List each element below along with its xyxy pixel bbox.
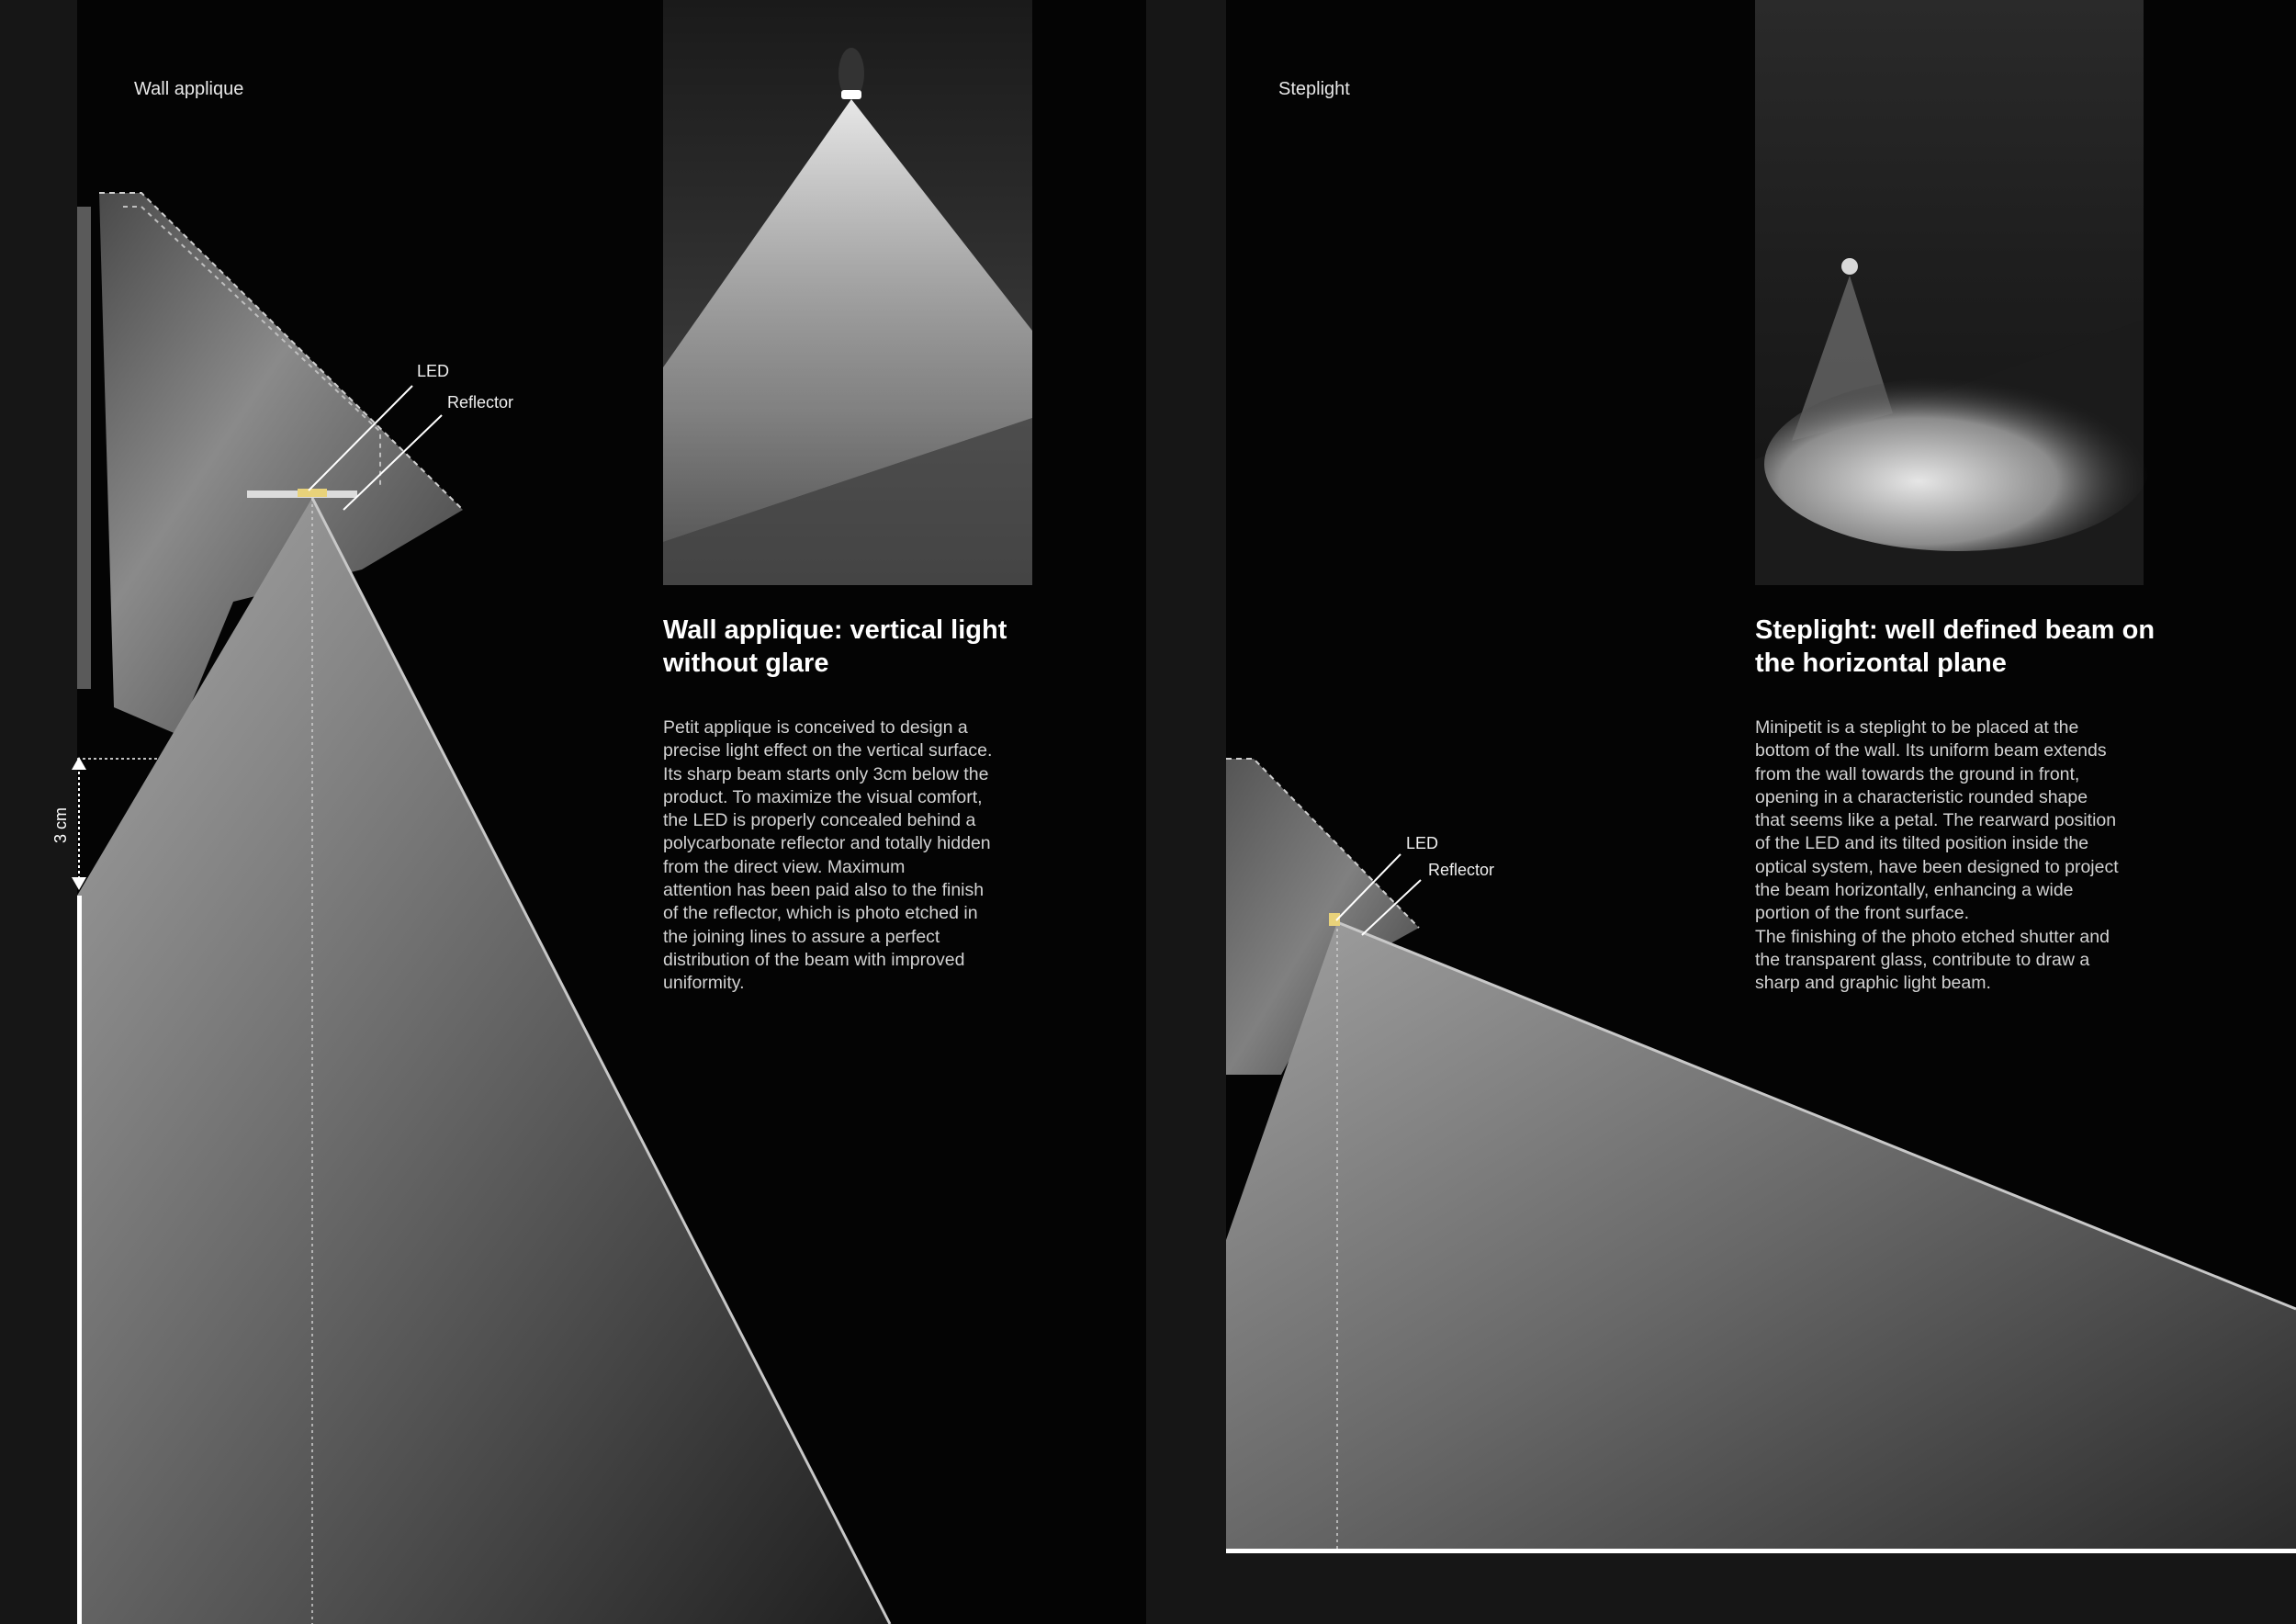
steplight-photo (1755, 0, 2144, 585)
wall-strip (77, 207, 91, 689)
wall-applique-photo-drawing (663, 0, 1032, 585)
steplight-body: Minipetit is a steplight to be placed at the bottom of the wall. Its uniform beam extends from the wall towards the ground in front, opening in a characteristic rounded shape that seems like a petal. The rearward position of the LED and its tilted position inside the optical system, have been designed to project the beam horizontally, enhancing a wide portion of the front surface. The finishing of the photo etched shutter and the transparent glass, contribute to draw a sharp and graphic light beam. (1755, 717, 2119, 994)
section-label-steplight: Steplight (1278, 79, 1350, 99)
steplight-reflector-callout: Reflector (1428, 861, 1495, 879)
reflector-callout: Reflector (447, 393, 514, 412)
section-label-wall-applique: Wall applique (134, 79, 244, 99)
steplight-heading: Steplight: well defined beam on the horizontal plane (1755, 615, 2155, 678)
floor-line (1226, 1549, 2296, 1553)
steplight-panel (1226, 0, 2296, 1624)
photo-fixture-light (841, 90, 861, 99)
wall-applique-body: Petit applique is conceived to design a precise light effect on the vertical surface. Its sharp beam starts only 3cm below the product. To maximize the visual comfort, the LED is properly concealed behind a polycarbonate reflector and totally hidden from the direct view. Maximum attention has been paid also to the finish of the reflector, which is photo etched in the joining lines to assure a perfect distribution of the beam with improved uniformity. (663, 717, 993, 994)
steplight-photo-fixture (1841, 258, 1858, 275)
led-callout: LED (417, 362, 450, 380)
wall-applique-panel (51, 0, 1146, 1624)
wall-surface-line (77, 896, 82, 1624)
wall-applique-photo (663, 0, 1032, 585)
dimension-label: 3 cm (51, 806, 70, 843)
floor-band (1226, 1553, 2296, 1624)
steplight-photo-petal (1764, 377, 2150, 551)
steplight-light-beam (1226, 922, 2296, 1552)
wall-applique-heading: Wall applique: vertical light without glare (663, 615, 1007, 678)
steplight-photo-drawing (1755, 0, 2144, 585)
led (298, 489, 327, 497)
steplight-led-callout: LED (1406, 834, 1439, 852)
